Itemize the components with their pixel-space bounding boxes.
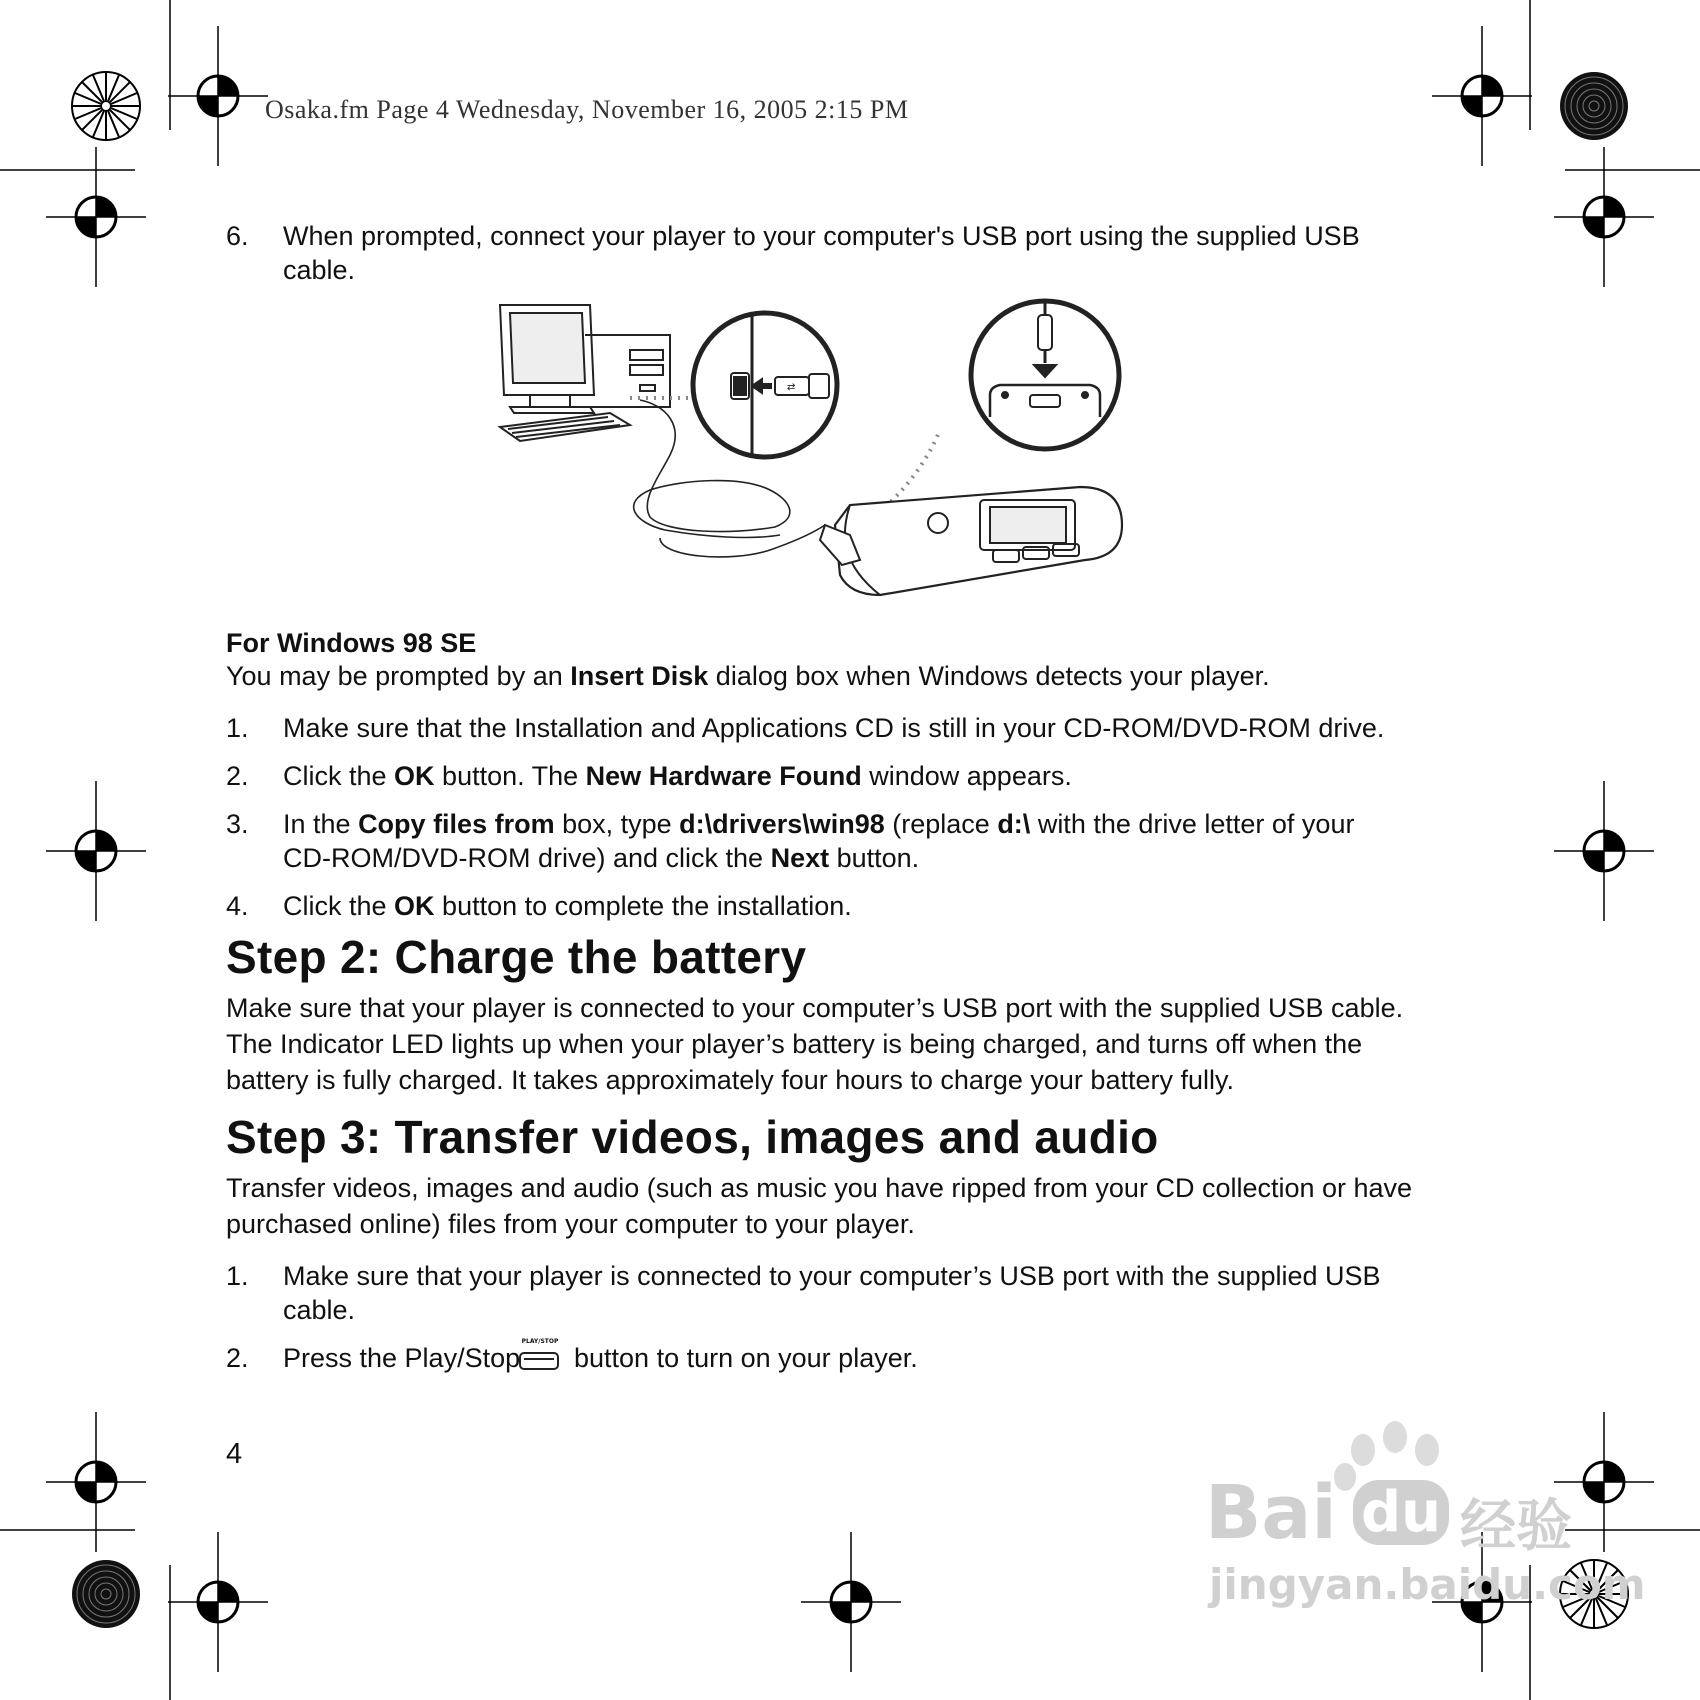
step3-heading: Step 3: Transfer videos, images and audio [226,1111,1159,1163]
svg-text:⇄: ⇄ [787,382,796,393]
step3-paragraph-line: Transfer videos, images and audio (such as music you have ripped from your CD collection or have [226,1173,1413,1203]
usb-port-zoom [693,313,837,457]
monitor-illustration [500,305,594,413]
media-player-illustration [820,487,1122,595]
step2-paragraph-line: The Indicator LED lights up when your player’s battery is being charged, and turns off when the [226,1029,1363,1059]
player-port-zoom [971,300,1119,449]
list-number: 6. [226,221,249,251]
step3-item-2-pre: Press the Play/Stop [283,1343,521,1373]
windows98-item-4: Click the OK button to complete the installation. [283,891,852,921]
watermark-logo-paw-text: du [1353,1480,1449,1545]
windows98-item-3-line2: CD-ROM/DVD-ROM drive) and click the Next button. [283,843,920,873]
step3-item-1-line2: cable. [283,1295,356,1325]
step2-heading: Step 2: Charge the battery [226,931,807,983]
step3-item-1-line1: Make sure that your player is connected to your computer’s USB port with the supplied USB [283,1261,1381,1291]
list-number: 2. [226,1343,249,1373]
page-number: 4 [226,1438,243,1470]
step3-item-2-post: button to turn on your player. [574,1343,918,1373]
usb-connection-illustration [490,295,1130,600]
list-number: 2. [226,761,249,791]
list-number: 4. [226,891,249,921]
windows98-item-2: Click the OK button. The New Hardware Found window appears. [283,761,1072,791]
baidu-jingyan-watermark [1205,1470,1646,1620]
step6-line2: cable. [283,255,356,285]
windows98-subheading: For Windows 98 SE [226,628,477,658]
page-header-slug: Osaka.fm Page 4 Wednesday, November 16, 2005 2:15 PM [265,95,909,124]
step2-paragraph-line: Make sure that your player is connected to your computer’s USB port with the supplied USB cable. [226,993,1404,1023]
keyboard-illustration [500,413,630,441]
list-number: 1. [226,1261,249,1291]
windows98-item-3-line1: In the Copy files from box, type d:\drivers\win98 (replace d:\ with the drive letter of your [283,809,1355,839]
play-stop-button-icon: PLAY/STOP [516,1338,564,1378]
watermark-url: jingyan.baidu.com [1209,1560,1646,1609]
windows98-item-1: Make sure that the Installation and Applications CD is still in your CD-ROM/DVD-ROM drive. [283,713,1385,743]
computer-tower-illustration [585,335,670,407]
list-number: 1. [226,713,249,743]
step2-paragraph-line: battery is fully charged. It takes approximately four hours to charge your battery fully. [226,1065,1234,1095]
step3-paragraph-line: purchased online) files from your computer to your player. [226,1209,915,1239]
windows98-intro: You may be prompted by an Insert Disk dialog box when Windows detects your player. [226,661,1270,691]
watermark-chinese-text: 经验 [1460,1494,1572,1559]
step6-line1: When prompted, connect your player to your computer's USB port using the supplied USB [283,221,1360,251]
list-number: 3. [226,809,249,839]
watermark-logo-text: Bai [1205,1470,1337,1556]
